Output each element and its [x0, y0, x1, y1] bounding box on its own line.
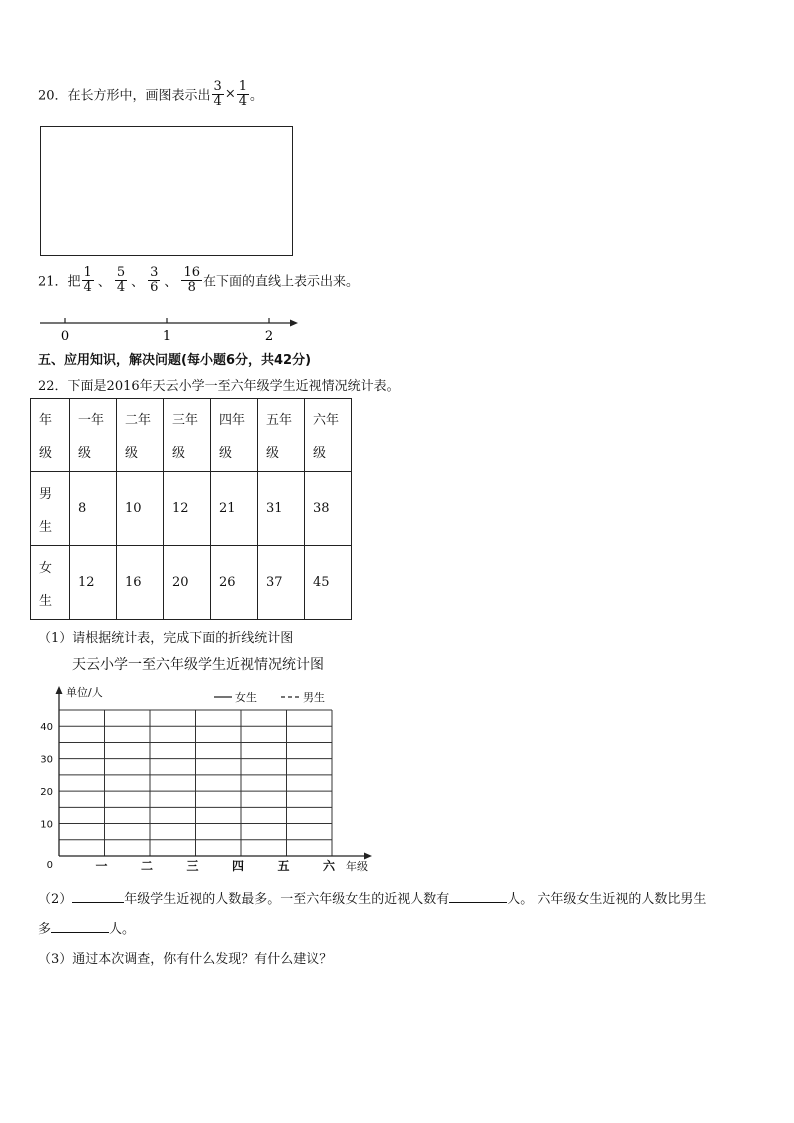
header-cell: 年 级: [31, 399, 70, 472]
fraction-1-4: $\frac{1}{4}$: [83, 265, 92, 295]
x-tick-label: 三: [186, 859, 199, 873]
x-tick-label: 四: [231, 859, 245, 873]
y-tick-label: 40: [40, 722, 53, 734]
separator: 、: [97, 274, 111, 290]
table-cell: 16: [117, 546, 164, 620]
tick-label-0: 0: [60, 329, 70, 344]
separator: 、: [131, 274, 145, 290]
table-row-boys: [31, 472, 352, 546]
table-cell: 26: [211, 546, 258, 620]
fraction-5-4: $\frac{5}{4}$: [116, 265, 126, 295]
line-chart[interactable]: [28, 680, 378, 880]
y-tick-label: 20: [40, 787, 53, 799]
question-22: 22．下面是2016年天云小学一至六年级学生近视情况统计表。: [38, 379, 400, 394]
row-label: 女 生: [31, 546, 70, 620]
chart-title: 天云小学一至六年级学生近视情况统计图: [72, 657, 324, 673]
y-axis-arrow-icon: [56, 686, 63, 694]
tick-label-1: 1: [162, 329, 172, 344]
stats-table: [30, 398, 352, 620]
number-line[interactable]: [36, 314, 306, 344]
table-header-row: [31, 399, 352, 472]
answer-blank-girls-total[interactable]: [449, 902, 507, 903]
legend-label: 男生: [303, 691, 325, 704]
question-20: [38, 80, 263, 108]
header-cell: 五年 级: [258, 399, 305, 472]
table-cell: 10: [117, 472, 164, 546]
part-2-label: （2）: [38, 892, 73, 907]
table-cell: 37: [258, 546, 305, 620]
separator: 、: [164, 274, 178, 290]
section-heading: 五、应用知识，解决问题(每小题6分，共42分): [38, 353, 312, 368]
table-cell: 38: [305, 472, 352, 546]
q21-suffix: 在下面的直线上表示出来。: [202, 274, 359, 290]
table-cell: 31: [258, 472, 305, 546]
x-tick-label: 五: [277, 859, 290, 873]
x-tick-label: 一: [95, 859, 108, 873]
table-cell: 12: [164, 472, 211, 546]
x-axis-label: 年级: [346, 860, 368, 873]
answer-blank-difference[interactable]: [51, 932, 109, 933]
row-label: 男 生: [31, 472, 70, 546]
origin-label: 0: [46, 860, 53, 871]
part-2-cont: [38, 918, 135, 937]
q21-prefix: 21．把: [38, 274, 81, 290]
part-2-text: 多: [38, 922, 52, 937]
q20-suffix: 。: [250, 88, 264, 104]
header-cell: 二年 级: [117, 399, 164, 472]
table-cell: 21: [211, 472, 258, 546]
header-cell: 一年 级: [70, 399, 117, 472]
fraction-1-4: $\frac{1}{4}$: [238, 79, 248, 109]
fraction-3-4: $\frac{3}{4}$: [213, 79, 222, 109]
table-cell: 8: [70, 472, 117, 546]
x-axis-arrow-icon: [364, 853, 372, 860]
q20-prefix: 20．在长方形中，画图表示出: [38, 88, 211, 104]
drawing-rectangle[interactable]: [40, 126, 293, 256]
part-2-text: 人。 六年级女生近视的人数比男生: [507, 892, 707, 907]
x-tick-label: 六: [322, 859, 336, 873]
header-cell: 四年 级: [211, 399, 258, 472]
fraction-16-8: $\frac{16}{8}$: [183, 265, 200, 295]
header-cell: 三年 级: [164, 399, 211, 472]
part-3: （3）通过本次调查，你有什么发现？有什么建议？: [38, 952, 333, 967]
part-1: （1）请根据统计表，完成下面的折线统计图: [38, 631, 294, 646]
x-tick-label: 二: [140, 859, 154, 873]
arrow-icon: [290, 320, 298, 327]
answer-blank-grade[interactable]: [72, 902, 124, 903]
fraction-3-6: $\frac{3}{6}$: [150, 265, 159, 295]
header-cell: 六年 级: [305, 399, 352, 472]
part-2-text: 年级学生近视的人数最多。一至六年级女生的近视人数有: [124, 892, 450, 907]
legend-label: 女生: [235, 691, 257, 704]
table-row-girls: [31, 546, 352, 620]
y-tick-label: 10: [40, 819, 53, 831]
table-cell: 12: [70, 546, 117, 620]
y-tick-label: 30: [40, 754, 53, 766]
table-cell: 45: [305, 546, 352, 620]
question-21: [38, 266, 359, 294]
table-cell: 20: [164, 546, 211, 620]
part-2-text: 人。: [109, 922, 136, 937]
times-sign: ×: [224, 86, 236, 102]
part-2: [38, 888, 706, 907]
tick-label-2: 2: [264, 329, 274, 344]
y-axis-label: 单位/人: [66, 686, 103, 699]
